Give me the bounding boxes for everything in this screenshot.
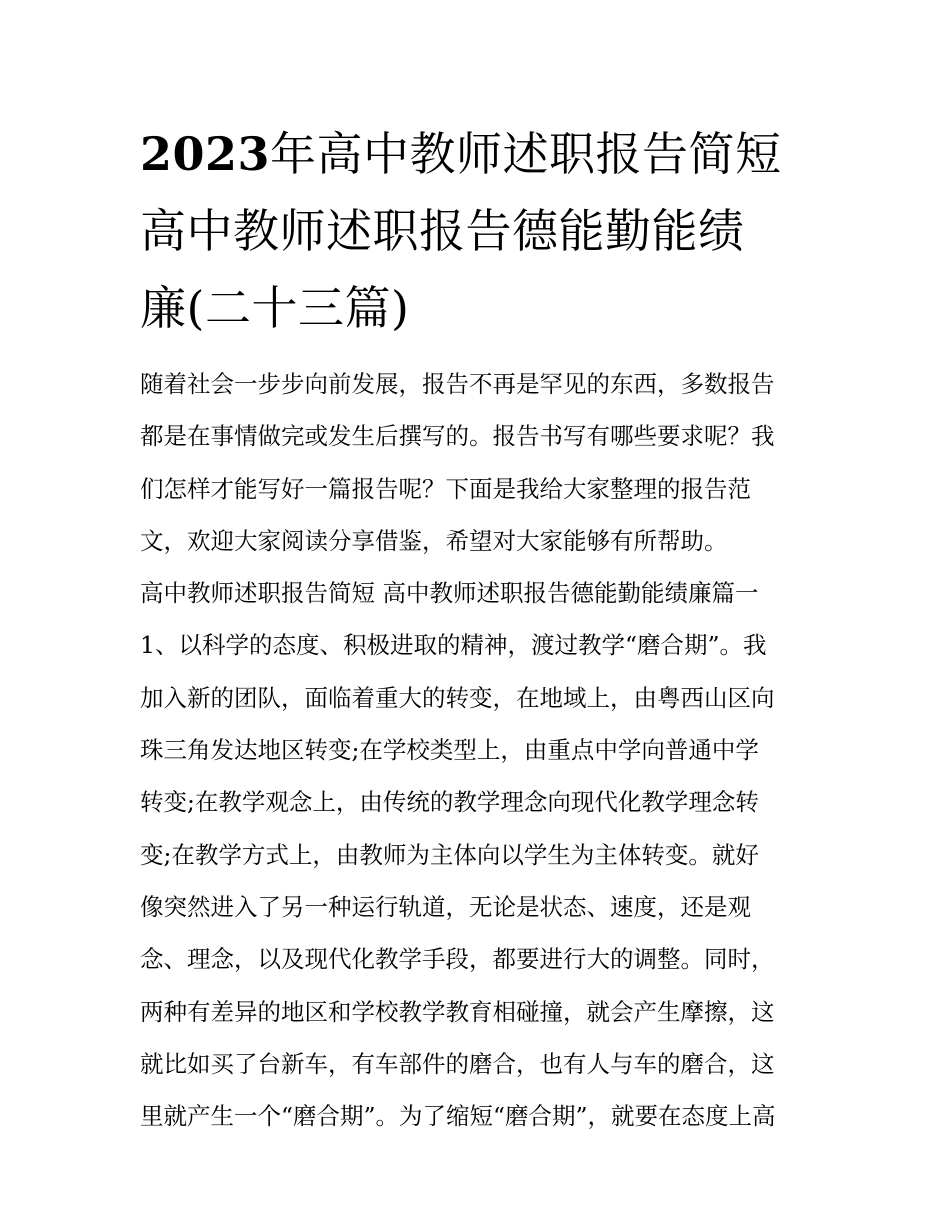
body-line: 都是在事情做完或发生后撰写的。报告书写有哪些要求呢？我 bbox=[140, 422, 775, 451]
body-line: 两种有差异的地区和学校教学教育相碰撞，就会产生摩擦，这 bbox=[140, 997, 775, 1026]
body-line: 转变;在教学观念上，由传统的教学理念向现代化教学理念转 bbox=[140, 788, 759, 817]
body-line: 随着社会一步步向前发展，报告不再是罕见的东西，多数报告 bbox=[140, 370, 775, 398]
title-line-3: 廉(二十三篇) bbox=[140, 281, 410, 335]
body-line: 珠三角发达地区转变;在学校类型上，由重点中学向普通中学 bbox=[140, 736, 759, 765]
body-line: 变;在教学方式上，由教师为主体向以学生为主体转变。就好 bbox=[140, 840, 759, 869]
body-line: 念、理念，以及现代化教学手段，都要进行大的调整。同时， bbox=[140, 945, 775, 974]
section-heading: 高中教师述职报告简短 高中教师述职报告德能勤能绩廉篇一 bbox=[140, 579, 759, 608]
document-title bbox=[140, 116, 820, 347]
body-line: 文，欢迎大家阅读分享借鉴，希望对大家能够有所帮助。 bbox=[140, 526, 728, 555]
body-line: 加入新的团队，面临着重大的转变，在地域上，由粤西山区向 bbox=[140, 683, 775, 712]
body-line: 们怎样才能写好一篇报告呢？下面是我给大家整理的报告范 bbox=[140, 474, 751, 503]
body-line: 像突然进入了另一种运行轨道，无论是状态、速度，还是观 bbox=[140, 892, 751, 921]
body-line: 就比如买了台新车，有车部件的磨合，也有人与车的磨合，这 bbox=[140, 1049, 775, 1078]
title-year: 2023 bbox=[140, 127, 271, 181]
title-line-1 bbox=[140, 116, 820, 193]
body-line: 1、以科学的态度、积极进取的精神，渡过教学“磨合期”。我 bbox=[140, 631, 767, 660]
title-line-1-text: 年高中教师述职报告简短 bbox=[270, 127, 782, 181]
body-line: 里就产生一个“磨合期”。为了缩短“磨合期”，就要在态度上高 bbox=[140, 1102, 776, 1131]
document-body bbox=[140, 358, 820, 1142]
title-line-2: 高中教师述职报告德能勤能绩 bbox=[140, 204, 745, 258]
